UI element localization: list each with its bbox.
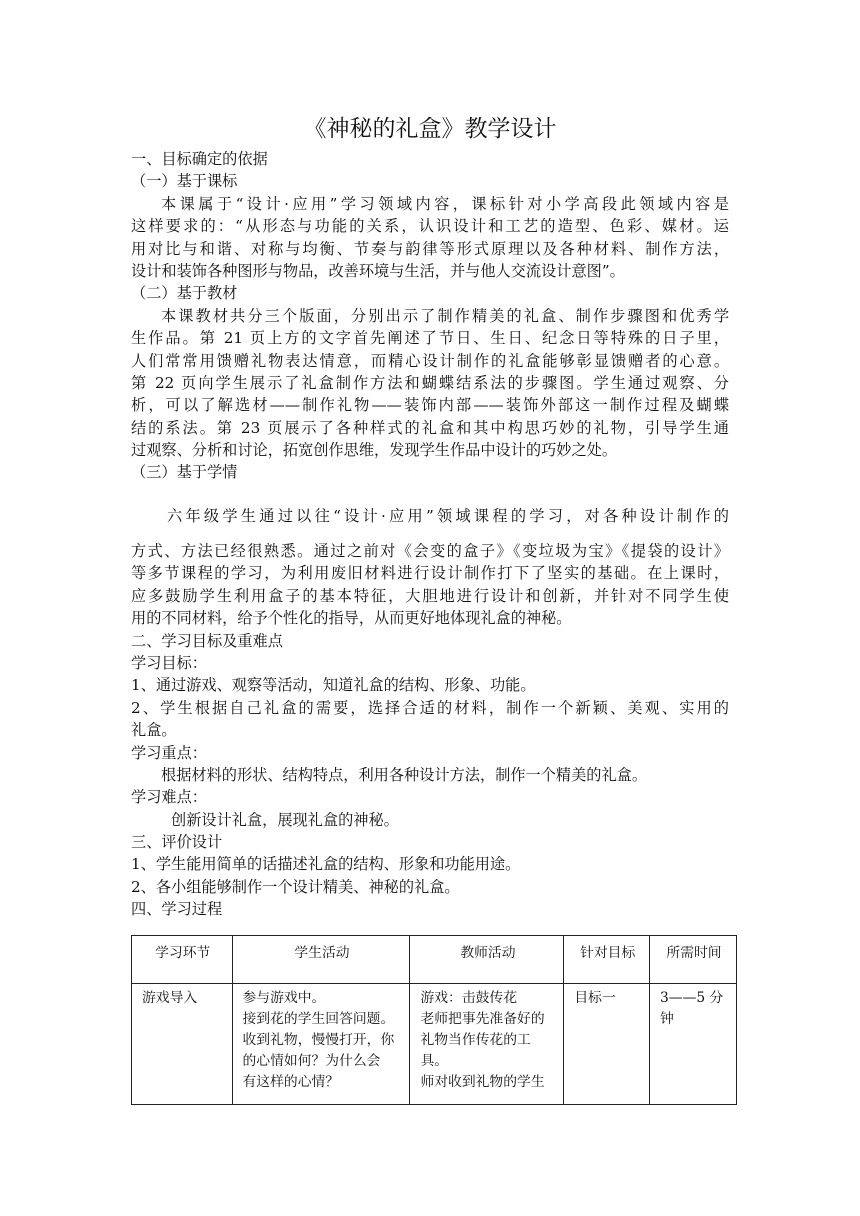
header-teacher-activity: 教师活动: [410, 936, 564, 984]
section-1-sub-3-body: [131, 540, 729, 921]
paragraph-line: 本课教材共分三个版面，分别出示了制作精美的礼盒、制作步骤图和优秀学: [161, 306, 729, 325]
paragraph-line: 人们常常用馈赠礼物表达情意，而精心设计制作的礼盒能够彰显馈赠者的心意。: [131, 351, 729, 370]
paragraph-line: 这样要求的：“从形态与功能的关系，认识设计和工艺的造型、色彩、媒材。运: [131, 217, 729, 236]
cell-target-goal: [564, 984, 650, 1105]
cell-line: 接到花的学生回答问题。: [242, 1011, 395, 1027]
sub-3-heading: （三）基于学情: [131, 463, 238, 482]
cell-line: 参与游戏中。: [242, 990, 326, 1006]
difficulty-text: 创新设计礼盒，展现礼盒的神秘。: [171, 810, 399, 829]
evaluation-item: 2、各小组能够制作一个设计精美、神秘的礼盒。: [131, 877, 460, 896]
goal-1: 1、通过游戏、观察等活动，知道礼盒的结构、形象、功能。: [131, 676, 536, 695]
cell-line: 3——5 分: [660, 990, 724, 1006]
cell-student-activity: [232, 984, 410, 1105]
paragraph-line: 本课属于“设计·应用”学习领域内容，课标针对小学高段此领域内容是: [161, 194, 729, 213]
stage-text: 游戏导入: [142, 990, 198, 1006]
page-title: 《神秘的礼盒》教学设计: [303, 116, 557, 142]
section-2-heading: 二、学习目标及重难点: [131, 631, 283, 650]
cell-line: 老师把事先准备好的: [420, 1011, 545, 1027]
cell-line: 收到礼物，慢慢打开，你: [242, 1032, 395, 1048]
header-target-goal: 针对目标: [564, 936, 650, 984]
paragraph-line: 第 22 页向学生展示了礼盒制作方法和蝴蝶结系法的步骤图。学生通过观察、分: [131, 373, 729, 392]
evaluation-item: 1、学生能用简单的话描述礼盒的结构、形象和功能用途。: [131, 855, 521, 874]
paragraph-line: 生作品。第 21 页上方的文字首先阐述了节日、生日、纪念日等特殊的日子里，: [131, 329, 729, 348]
cell-line: 礼物当作传花的工: [420, 1032, 531, 1048]
goals-label: 学习目标：: [131, 653, 207, 672]
goal-2-line-1: 2、学生根据自己礼盒的需要，选择合适的材料，制作一个新颖、美观、实用的: [131, 698, 729, 717]
table-header-row: [132, 936, 737, 984]
paragraph-line: 六年级学生通过以往“设计·应用”领域课程的学习，对各种设计制作的: [167, 507, 729, 525]
section-1-heading: 一、目标确定的依据: [131, 150, 268, 168]
header-stage: 学习环节: [132, 936, 233, 984]
paragraph-line: 结的系法。第 23 页展示了各种样式的礼盒和其中构思巧妙的礼物，引导学生通: [131, 418, 729, 437]
section-1-sub-3: [131, 505, 729, 527]
paragraph-line: 用的不同材料，给予个性化的指导，从而更好地体现礼盒的神秘。: [131, 609, 572, 628]
cell-line: 钟: [660, 1011, 674, 1027]
sub-2-heading: （二）基于教材: [131, 284, 238, 303]
header-student-activity: 学生活动: [232, 936, 410, 984]
cell-line: 游戏：击鼓传花: [420, 990, 518, 1006]
cell-time: [650, 984, 737, 1105]
paragraph-line: 等多节课程的学习，为利用废旧材料进行设计制作打下了坚实的基础。在上课时，: [131, 564, 729, 583]
paragraph-line: 应多鼓励学生利用盒子的基本特征，大胆地进行设计和创新，并针对不同学生使: [131, 586, 729, 605]
cell-stage: [132, 984, 233, 1105]
learning-process-table: [131, 935, 737, 1105]
goal-2-line-2: 礼盒。: [131, 721, 177, 740]
cell-line: 的心情如何？为什么会: [242, 1053, 381, 1069]
section-3-heading: 三、评价设计: [131, 833, 223, 852]
cell-line: 师对收到礼物的学生: [420, 1074, 545, 1090]
key-label: 学习重点：: [131, 743, 207, 762]
paragraph-line: 过观察、分析和讨论，拓宽创作思维，发现学生作品中设计的巧妙之处。: [131, 441, 617, 460]
cell-teacher-activity: [410, 984, 564, 1105]
sub-1-heading: （一）基于课标: [131, 172, 238, 191]
table-row: [132, 984, 737, 1105]
cell-line: 有这样的心情？: [242, 1074, 340, 1090]
paragraph-line: 设计和装饰各种图形与物品，改善环境与生活，并与他人交流设计意图”。: [131, 261, 625, 280]
paragraph-line: 析，可以了解选材——制作礼物——装饰内部——装饰外部这一制作过程及蝴蝶: [131, 396, 729, 415]
cell-line: 具。: [420, 1053, 449, 1069]
key-text: 根据材料的形状、结构特点，利用各种设计方法，制作一个精美的礼盒。: [161, 765, 647, 784]
header-time: 所需时间: [650, 936, 737, 984]
difficulty-label: 学习难点：: [131, 788, 207, 807]
paragraph-line: 方式、方法已经很熟悉。通过之前对《会变的盒子》《变垃圾为宝》《提袋的设计》: [131, 542, 729, 560]
goal-text: 目标一: [574, 990, 616, 1006]
paragraph-line: 用对比与和谐、对称与均衡、节奏与韵律等形式原理以及各种材料、制作方法，: [131, 239, 729, 258]
section-4-heading: 四、学习过程: [131, 900, 223, 919]
section-1: [131, 148, 729, 484]
